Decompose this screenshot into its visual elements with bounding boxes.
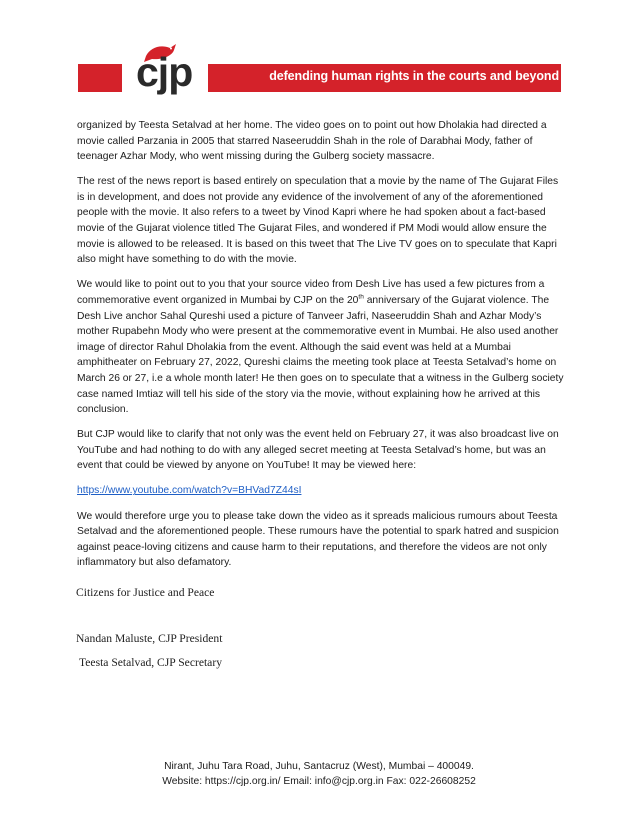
letter-body <box>77 118 567 580</box>
signature-president: Nandan Maluste, CJP President <box>76 632 223 645</box>
logo-text: cjp <box>136 49 193 95</box>
paragraph-3-part-a: We would like to point out to you that your source video from Desh Live has used a few pictures from a commemorative event organized in Mumbai by CJP on the 20 <box>77 279 545 306</box>
signature-secretary: Teesta Setalvad, CJP Secretary <box>79 656 222 669</box>
paragraph-3-part-b: anniversary of the Gujarat violence. The Desh Live anchor Sahal Qureshi used a picture of Tanveer Jafri, Naseeruddin Shah and Azhar Mody’s mother Rupabehn Mody who were present at the commemorative event in Mumbai. He also used another image of director Rahul Dholakia from the event. Although the said event was held at a Mumbai amphitheater on February 27, 2022, Qureshi claims the meeting took place at Teesta Setalvad’s home on March 26 or 27, i.e a whole month later! He then goes on to speculate that a witness in the Gulberg society case named Imtiaz will tell his side of the story via the movie, without explaining how he arrived at this conclusion. <box>77 294 564 416</box>
paragraph-4: But CJP would like to clarify that not only was the event held on February 27, it was also broadcast live on YouTube and had nothing to do with any alleged secret meeting at Teesta Setalvad’s home, but was an event that could be viewed by anyone on YouTube! It may be viewed here: <box>77 429 559 472</box>
youtube-link-line <box>77 483 567 499</box>
header-accent-bar-left <box>78 64 122 92</box>
youtube-link[interactable]: https://www.youtube.com/watch?v=BHVad7Z44sI <box>77 485 302 497</box>
ordinal-suffix: th <box>358 293 364 301</box>
paragraph-1: organized by Teesta Setalvad at her home. The video goes on to point out how Dholakia had directed a movie called Parzania in 2005 that starred Naseeruddin Shah in the role of Darabhai Mody, father of teenager Azhar Mody, who went missing during the Gulberg society massacre. <box>77 120 547 163</box>
footer-address: Nirant, Juhu Tara Road, Juhu, Santacruz (West), Mumbai – 400049. <box>164 761 474 772</box>
paragraph-3 <box>77 277 567 417</box>
signature-org: Citizens for Justice and Peace <box>76 586 215 599</box>
paragraph-2: The rest of the news report is based entirely on speculation that a movie by the name of The Gujarat Files is in development, and does not provide any evidence of the involvement of any of the aforementioned people with the movie. It also refers to a tweet by Vinod Kapri where he had spoken about a fact-based movie of the Gujarat violence titled The Gujarat Files, and wondered if PM Modi would allow ensure the movie is allowed to be released. It is based on this tweet that The Live TV goes on to speculate that Kapri also might have something to do with the movie. <box>77 176 559 266</box>
header-tagline-bar <box>208 64 561 92</box>
paragraph-5: We would therefore urge you to please take down the video as it spreads malicious rumours about Teesta Setalvad and the aforementioned people. These rumours have the potential to spark hatred and suspicion against peace-loving citizens and cause harm to their reputations, and therefore the videos are not only inflammatory but also defamatory. <box>77 510 559 569</box>
footer-contact: Website: https://cjp.org.in/ Email: info@cjp.org.in Fax: 022-26608252 <box>162 776 476 787</box>
cjp-logo <box>128 44 204 98</box>
tagline: defending human rights in the courts and beyond <box>269 69 559 83</box>
